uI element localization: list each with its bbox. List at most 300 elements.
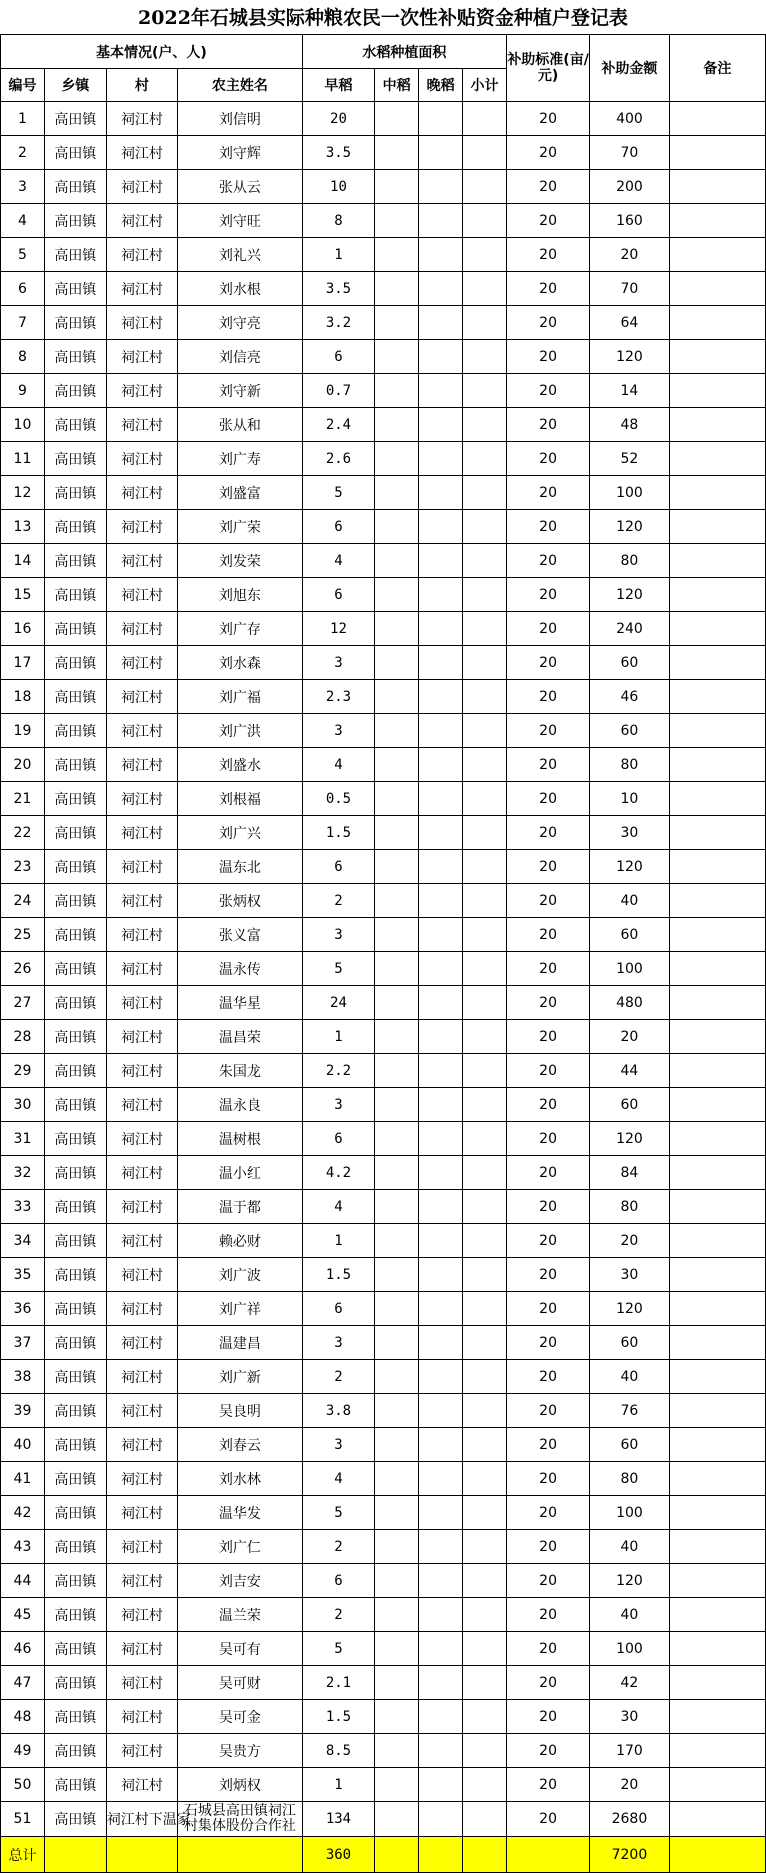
row-subtotal bbox=[463, 578, 507, 612]
row-farmer-name: 刘守旺 bbox=[177, 204, 302, 238]
row-late-rice bbox=[419, 1394, 463, 1428]
table-row bbox=[1, 1326, 766, 1360]
row-town: 高田镇 bbox=[44, 1496, 106, 1530]
row-standard: 20 bbox=[507, 1428, 590, 1462]
row-late-rice bbox=[419, 952, 463, 986]
row-village: 祠江村 bbox=[106, 1020, 177, 1054]
row-early-rice: 5 bbox=[302, 476, 374, 510]
row-subtotal bbox=[463, 204, 507, 238]
row-town: 高田镇 bbox=[44, 1156, 106, 1190]
table-row bbox=[1, 1462, 766, 1496]
row-mid-rice bbox=[375, 1530, 419, 1564]
row-late-rice bbox=[419, 1428, 463, 1462]
row-subtotal bbox=[463, 1632, 507, 1666]
row-remarks bbox=[669, 306, 765, 340]
row-early-rice: 1 bbox=[302, 1020, 374, 1054]
row-amount: 46 bbox=[590, 680, 670, 714]
row-subtotal bbox=[463, 1088, 507, 1122]
row-late-rice bbox=[419, 1156, 463, 1190]
row-mid-rice bbox=[375, 1768, 419, 1802]
row-amount: 76 bbox=[590, 1394, 670, 1428]
row-late-rice bbox=[419, 748, 463, 782]
row-late-rice bbox=[419, 1054, 463, 1088]
row-standard: 20 bbox=[507, 1156, 590, 1190]
row-mid-rice bbox=[375, 1394, 419, 1428]
table-row bbox=[1, 1360, 766, 1394]
row-no: 15 bbox=[1, 578, 45, 612]
row-no: 42 bbox=[1, 1496, 45, 1530]
row-mid-rice bbox=[375, 1020, 419, 1054]
row-late-rice bbox=[419, 374, 463, 408]
header-village: 村 bbox=[106, 69, 177, 102]
row-late-rice bbox=[419, 1564, 463, 1598]
row-early-rice: 3.5 bbox=[302, 272, 374, 306]
row-subtotal bbox=[463, 374, 507, 408]
row-village: 祠江村 bbox=[106, 782, 177, 816]
row-no: 33 bbox=[1, 1190, 45, 1224]
row-town: 高田镇 bbox=[44, 1190, 106, 1224]
total-mid-rice bbox=[375, 1837, 419, 1873]
row-subtotal bbox=[463, 1326, 507, 1360]
row-subtotal bbox=[463, 1802, 507, 1837]
row-late-rice bbox=[419, 1666, 463, 1700]
table-row bbox=[1, 136, 766, 170]
row-subtotal bbox=[463, 1020, 507, 1054]
row-amount: 60 bbox=[590, 1088, 670, 1122]
row-remarks bbox=[669, 1054, 765, 1088]
row-standard: 20 bbox=[507, 340, 590, 374]
row-standard: 20 bbox=[507, 476, 590, 510]
row-town: 高田镇 bbox=[44, 1326, 106, 1360]
row-remarks bbox=[669, 1802, 765, 1837]
row-farmer-name: 刘广祥 bbox=[177, 1292, 302, 1326]
row-subtotal bbox=[463, 782, 507, 816]
row-town: 高田镇 bbox=[44, 476, 106, 510]
row-village: 祠江村 bbox=[106, 1428, 177, 1462]
header-late-rice: 晚稻 bbox=[419, 69, 463, 102]
row-mid-rice bbox=[375, 782, 419, 816]
row-mid-rice bbox=[375, 1224, 419, 1258]
total-village bbox=[106, 1837, 177, 1873]
row-farmer-name: 刘广兴 bbox=[177, 816, 302, 850]
row-early-rice: 1.5 bbox=[302, 1700, 374, 1734]
row-village: 祠江村 bbox=[106, 1734, 177, 1768]
row-early-rice: 2.6 bbox=[302, 442, 374, 476]
row-late-rice bbox=[419, 714, 463, 748]
row-farmer-name: 刘广福 bbox=[177, 680, 302, 714]
row-standard: 20 bbox=[507, 170, 590, 204]
row-no: 25 bbox=[1, 918, 45, 952]
header-subsidy-amount: 补助金额 bbox=[590, 35, 670, 102]
row-village: 祠江村 bbox=[106, 1632, 177, 1666]
row-mid-rice bbox=[375, 1054, 419, 1088]
row-town: 高田镇 bbox=[44, 1360, 106, 1394]
row-town: 高田镇 bbox=[44, 884, 106, 918]
row-farmer-name: 刘信亮 bbox=[177, 340, 302, 374]
row-mid-rice bbox=[375, 340, 419, 374]
row-standard: 20 bbox=[507, 1190, 590, 1224]
row-early-rice: 4 bbox=[302, 748, 374, 782]
row-amount: 40 bbox=[590, 884, 670, 918]
row-late-rice bbox=[419, 1088, 463, 1122]
row-town: 高田镇 bbox=[44, 1088, 106, 1122]
row-mid-rice bbox=[375, 1734, 419, 1768]
row-standard: 20 bbox=[507, 1496, 590, 1530]
row-amount: 120 bbox=[590, 1292, 670, 1326]
row-standard: 20 bbox=[507, 1598, 590, 1632]
row-early-rice: 2 bbox=[302, 1598, 374, 1632]
row-no: 51 bbox=[1, 1802, 45, 1837]
row-farmer-name: 刘根福 bbox=[177, 782, 302, 816]
header-remarks: 备注 bbox=[669, 35, 765, 102]
row-village: 祠江村 bbox=[106, 1496, 177, 1530]
row-town: 高田镇 bbox=[44, 442, 106, 476]
row-village: 祠江村 bbox=[106, 1360, 177, 1394]
row-subtotal bbox=[463, 1768, 507, 1802]
row-town: 高田镇 bbox=[44, 1224, 106, 1258]
row-late-rice bbox=[419, 680, 463, 714]
row-amount: 44 bbox=[590, 1054, 670, 1088]
row-amount: 60 bbox=[590, 1326, 670, 1360]
row-standard: 20 bbox=[507, 1054, 590, 1088]
row-remarks bbox=[669, 816, 765, 850]
table-row bbox=[1, 238, 766, 272]
row-amount: 120 bbox=[590, 340, 670, 374]
row-farmer-name: 张从云 bbox=[177, 170, 302, 204]
row-no: 49 bbox=[1, 1734, 45, 1768]
row-early-rice: 5 bbox=[302, 1632, 374, 1666]
row-town: 高田镇 bbox=[44, 1394, 106, 1428]
row-farmer-name: 刘春云 bbox=[177, 1428, 302, 1462]
header-mid-rice: 中稻 bbox=[375, 69, 419, 102]
row-standard: 20 bbox=[507, 1734, 590, 1768]
table-row bbox=[1, 1632, 766, 1666]
table-row bbox=[1, 1292, 766, 1326]
row-late-rice bbox=[419, 1598, 463, 1632]
row-remarks bbox=[669, 1530, 765, 1564]
table-row bbox=[1, 612, 766, 646]
row-remarks bbox=[669, 918, 765, 952]
row-village: 祠江村 bbox=[106, 136, 177, 170]
row-no: 22 bbox=[1, 816, 45, 850]
row-town: 高田镇 bbox=[44, 1700, 106, 1734]
table-row bbox=[1, 272, 766, 306]
row-remarks bbox=[669, 1598, 765, 1632]
row-farmer-name: 刘炳权 bbox=[177, 1768, 302, 1802]
row-no: 50 bbox=[1, 1768, 45, 1802]
row-early-rice: 2.3 bbox=[302, 680, 374, 714]
row-standard: 20 bbox=[507, 1326, 590, 1360]
row-subtotal bbox=[463, 510, 507, 544]
table-row bbox=[1, 714, 766, 748]
row-mid-rice bbox=[375, 102, 419, 136]
row-farmer-name: 刘守亮 bbox=[177, 306, 302, 340]
row-standard: 20 bbox=[507, 1292, 590, 1326]
row-no: 46 bbox=[1, 1632, 45, 1666]
table-row bbox=[1, 884, 766, 918]
row-late-rice bbox=[419, 1802, 463, 1837]
row-town: 高田镇 bbox=[44, 1122, 106, 1156]
row-standard: 20 bbox=[507, 918, 590, 952]
row-standard: 20 bbox=[507, 272, 590, 306]
row-remarks bbox=[669, 1734, 765, 1768]
row-town: 高田镇 bbox=[44, 306, 106, 340]
table-row bbox=[1, 170, 766, 204]
row-farmer-name: 吴可有 bbox=[177, 1632, 302, 1666]
row-subtotal bbox=[463, 1564, 507, 1598]
row-late-rice bbox=[419, 1292, 463, 1326]
row-remarks bbox=[669, 1122, 765, 1156]
row-farmer-name: 温华发 bbox=[177, 1496, 302, 1530]
row-subtotal bbox=[463, 952, 507, 986]
row-village: 祠江村 bbox=[106, 1394, 177, 1428]
row-mid-rice bbox=[375, 1496, 419, 1530]
table-row bbox=[1, 102, 766, 136]
row-village: 祠江村 bbox=[106, 1122, 177, 1156]
table-row bbox=[1, 918, 766, 952]
row-farmer-name: 温昌荣 bbox=[177, 1020, 302, 1054]
row-no: 19 bbox=[1, 714, 45, 748]
table-row bbox=[1, 1020, 766, 1054]
row-amount: 240 bbox=[590, 612, 670, 646]
row-mid-rice bbox=[375, 476, 419, 510]
row-village: 祠江村 bbox=[106, 816, 177, 850]
row-village: 祠江村 bbox=[106, 408, 177, 442]
row-remarks bbox=[669, 374, 765, 408]
row-remarks bbox=[669, 1292, 765, 1326]
row-farmer-name: 张从和 bbox=[177, 408, 302, 442]
table-row bbox=[1, 1122, 766, 1156]
table-row bbox=[1, 1734, 766, 1768]
row-mid-rice bbox=[375, 1802, 419, 1837]
row-town: 高田镇 bbox=[44, 952, 106, 986]
row-remarks bbox=[669, 578, 765, 612]
row-town: 高田镇 bbox=[44, 578, 106, 612]
row-no: 17 bbox=[1, 646, 45, 680]
row-subtotal bbox=[463, 850, 507, 884]
row-farmer-name: 刘盛富 bbox=[177, 476, 302, 510]
row-subtotal bbox=[463, 1734, 507, 1768]
row-early-rice: 3 bbox=[302, 918, 374, 952]
row-mid-rice bbox=[375, 816, 419, 850]
row-mid-rice bbox=[375, 1326, 419, 1360]
row-subtotal bbox=[463, 544, 507, 578]
table-body bbox=[1, 102, 766, 1802]
row-early-rice: 2.2 bbox=[302, 1054, 374, 1088]
row-standard: 20 bbox=[507, 986, 590, 1020]
row-standard: 20 bbox=[507, 748, 590, 782]
row-no: 11 bbox=[1, 442, 45, 476]
row-subtotal bbox=[463, 102, 507, 136]
row-farmer-name: 朱国龙 bbox=[177, 1054, 302, 1088]
row-town: 高田镇 bbox=[44, 680, 106, 714]
row-standard: 20 bbox=[507, 408, 590, 442]
row-no: 6 bbox=[1, 272, 45, 306]
row-mid-rice bbox=[375, 306, 419, 340]
row-mid-rice bbox=[375, 1360, 419, 1394]
row-remarks bbox=[669, 986, 765, 1020]
row-early-rice: 1.5 bbox=[302, 1258, 374, 1292]
row-standard: 20 bbox=[507, 1530, 590, 1564]
row-remarks bbox=[669, 782, 765, 816]
row-amount: 2680 bbox=[590, 1802, 670, 1837]
row-village: 祠江村 bbox=[106, 1224, 177, 1258]
row-remarks bbox=[669, 850, 765, 884]
header-early-rice: 早稻 bbox=[302, 69, 374, 102]
row-subtotal bbox=[463, 1122, 507, 1156]
total-remarks bbox=[669, 1837, 765, 1873]
row-village: 祠江村 bbox=[106, 1292, 177, 1326]
row-farmer-name: 温小红 bbox=[177, 1156, 302, 1190]
table-row bbox=[1, 1258, 766, 1292]
row-town: 高田镇 bbox=[44, 1666, 106, 1700]
row-farmer-name: 吴可金 bbox=[177, 1700, 302, 1734]
row-village: 祠江村 bbox=[106, 272, 177, 306]
row-remarks bbox=[669, 1428, 765, 1462]
row-farmer-name: 温永传 bbox=[177, 952, 302, 986]
row-mid-rice bbox=[375, 952, 419, 986]
table-row bbox=[1, 476, 766, 510]
row-early-rice: 4.2 bbox=[302, 1156, 374, 1190]
row-remarks bbox=[669, 170, 765, 204]
row-village: 祠江村 bbox=[106, 578, 177, 612]
row-town: 高田镇 bbox=[44, 850, 106, 884]
row-town: 高田镇 bbox=[44, 374, 106, 408]
row-mid-rice bbox=[375, 748, 419, 782]
total-early-rice: 360 bbox=[302, 1837, 374, 1873]
row-amount: 14 bbox=[590, 374, 670, 408]
row-early-rice: 6 bbox=[302, 1564, 374, 1598]
row-late-rice bbox=[419, 578, 463, 612]
row-standard: 20 bbox=[507, 1802, 590, 1837]
row-standard: 20 bbox=[507, 1666, 590, 1700]
table-row bbox=[1, 748, 766, 782]
row-no: 7 bbox=[1, 306, 45, 340]
row-standard: 20 bbox=[507, 544, 590, 578]
row-amount: 84 bbox=[590, 1156, 670, 1190]
row-early-rice: 3 bbox=[302, 714, 374, 748]
total-standard bbox=[507, 1837, 590, 1873]
row-amount: 80 bbox=[590, 1462, 670, 1496]
row-late-rice bbox=[419, 918, 463, 952]
row-town: 高田镇 bbox=[44, 170, 106, 204]
table-row bbox=[1, 306, 766, 340]
row-no: 36 bbox=[1, 1292, 45, 1326]
row-farmer-name: 温永良 bbox=[177, 1088, 302, 1122]
row-late-rice bbox=[419, 340, 463, 374]
row-late-rice bbox=[419, 612, 463, 646]
row-town: 高田镇 bbox=[44, 646, 106, 680]
table-row bbox=[1, 374, 766, 408]
row-late-rice bbox=[419, 1122, 463, 1156]
row-standard: 20 bbox=[507, 306, 590, 340]
row-village: 祠江村 bbox=[106, 238, 177, 272]
row-farmer-name: 刘广洪 bbox=[177, 714, 302, 748]
header-rice-area: 水稻种植面积 bbox=[302, 35, 506, 69]
row-village: 祠江村 bbox=[106, 1530, 177, 1564]
row-village: 祠江村 bbox=[106, 170, 177, 204]
row-no: 10 bbox=[1, 408, 45, 442]
row-village: 祠江村 bbox=[106, 1598, 177, 1632]
row-standard: 20 bbox=[507, 816, 590, 850]
row-farmer-name: 吴可财 bbox=[177, 1666, 302, 1700]
row-town: 高田镇 bbox=[44, 748, 106, 782]
table-row bbox=[1, 646, 766, 680]
row-farmer-name: 温东北 bbox=[177, 850, 302, 884]
row-farmer-name: 吴贵方 bbox=[177, 1734, 302, 1768]
row-farmer-name: 张义富 bbox=[177, 918, 302, 952]
row-remarks bbox=[669, 1360, 765, 1394]
row-early-rice: 5 bbox=[302, 952, 374, 986]
row-early-rice: 6 bbox=[302, 340, 374, 374]
row-no: 14 bbox=[1, 544, 45, 578]
row-late-rice bbox=[419, 1258, 463, 1292]
row-late-rice bbox=[419, 102, 463, 136]
table-row bbox=[1, 1666, 766, 1700]
table-row bbox=[1, 510, 766, 544]
row-early-rice: 1 bbox=[302, 1768, 374, 1802]
row-mid-rice bbox=[375, 238, 419, 272]
row-no: 23 bbox=[1, 850, 45, 884]
row-village: 祠江村 bbox=[106, 1088, 177, 1122]
row-remarks bbox=[669, 714, 765, 748]
table-row bbox=[1, 204, 766, 238]
row-farmer-name: 刘水森 bbox=[177, 646, 302, 680]
row-standard: 20 bbox=[507, 1632, 590, 1666]
row-early-rice: 3 bbox=[302, 646, 374, 680]
row-amount: 48 bbox=[590, 408, 670, 442]
row-early-rice: 3 bbox=[302, 1326, 374, 1360]
row-remarks bbox=[669, 408, 765, 442]
table-row bbox=[1, 1224, 766, 1258]
row-subtotal bbox=[463, 918, 507, 952]
row-subtotal bbox=[463, 680, 507, 714]
row-remarks bbox=[669, 952, 765, 986]
row-village: 祠江村 bbox=[106, 306, 177, 340]
row-amount: 20 bbox=[590, 1768, 670, 1802]
row-standard: 20 bbox=[507, 1224, 590, 1258]
table-row bbox=[1, 408, 766, 442]
row-amount: 70 bbox=[590, 272, 670, 306]
row-town: 高田镇 bbox=[44, 1020, 106, 1054]
row-amount: 30 bbox=[590, 1700, 670, 1734]
row-no: 21 bbox=[1, 782, 45, 816]
row-mid-rice bbox=[375, 170, 419, 204]
row-standard: 20 bbox=[507, 680, 590, 714]
row-subtotal bbox=[463, 1394, 507, 1428]
row-no: 41 bbox=[1, 1462, 45, 1496]
row-early-rice: 6 bbox=[302, 1122, 374, 1156]
row-late-rice bbox=[419, 510, 463, 544]
row-late-rice bbox=[419, 884, 463, 918]
row-subtotal bbox=[463, 612, 507, 646]
table-row bbox=[1, 1768, 766, 1802]
row-amount: 400 bbox=[590, 102, 670, 136]
row-amount: 100 bbox=[590, 476, 670, 510]
row-late-rice bbox=[419, 204, 463, 238]
row-subtotal bbox=[463, 1360, 507, 1394]
row-mid-rice bbox=[375, 680, 419, 714]
row-no: 30 bbox=[1, 1088, 45, 1122]
row-mid-rice bbox=[375, 510, 419, 544]
row-amount: 100 bbox=[590, 1496, 670, 1530]
row-late-rice bbox=[419, 1020, 463, 1054]
row-early-rice: 6 bbox=[302, 510, 374, 544]
row-subtotal bbox=[463, 170, 507, 204]
row-no: 16 bbox=[1, 612, 45, 646]
row-village: 祠江村 bbox=[106, 544, 177, 578]
row-farmer-name: 刘盛水 bbox=[177, 748, 302, 782]
